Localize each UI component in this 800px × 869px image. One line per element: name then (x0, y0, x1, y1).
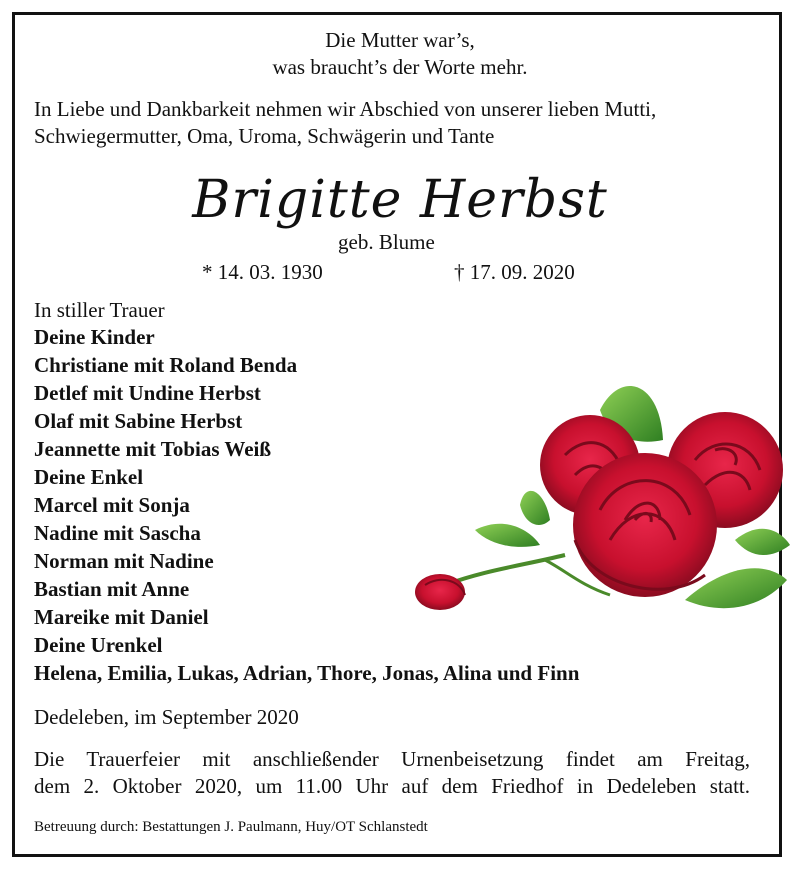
mourners-heading: In stiller Trauer (34, 298, 165, 322)
intro-line-1: In Liebe und Dankbarkeit nehmen wir Abschied von unserer lieben Mutti, (34, 97, 657, 121)
deceased-name: Brigitte Herbst (192, 170, 608, 230)
place-date: Dedeleben, im September 2020 (34, 705, 299, 729)
mourner-line: Norman mit Nadine (34, 549, 214, 573)
mourner-line: Detlef mit Undine Herbst (34, 381, 261, 405)
mourner-line: Nadine mit Sascha (34, 521, 201, 545)
verse-line-2: was braucht’s der Worte mehr. (272, 55, 528, 79)
death-date: † 17. 09. 2020 (454, 260, 575, 284)
mourner-line: Mareike mit Daniel (34, 605, 209, 629)
mourner-line: Olaf mit Sabine Herbst (34, 409, 243, 433)
mourner-line: Bastian mit Anne (34, 577, 190, 601)
mourner-line: Deine Urenkel (34, 633, 163, 657)
maiden-name: geb. Blume (338, 230, 435, 254)
mourner-line: Marcel mit Sonja (34, 493, 190, 517)
roses-image (405, 370, 790, 620)
mourner-line: Christiane mit Roland Benda (34, 353, 298, 377)
mourner-line: Deine Kinder (34, 325, 155, 349)
birth-date: * 14. 03. 1930 (202, 260, 323, 284)
funeral-line-2: dem 2. Oktober 2020, um 11.00 Uhr auf dem Friedhof in Dedeleben statt. (34, 774, 750, 798)
verse-line-1: Die Mutter war’s, (325, 28, 475, 52)
intro-line-2: Schwiegermutter, Oma, Uroma, Schwägerin und Tante (34, 124, 495, 148)
funeral-line-1: Die Trauerfeier mit anschließender Urnenbeisetzung findet am Freitag, (34, 747, 750, 771)
mourner-line: Deine Enkel (34, 465, 144, 489)
mourner-line: Jeannette mit Tobias Weiß (34, 437, 272, 461)
undertaker-note: Betreuung durch: Bestattungen J. Paulmann, Huy/OT Schlanstedt (34, 819, 428, 835)
mourner-line: Helena, Emilia, Lukas, Adrian, Thore, Jonas, Alina und Finn (34, 661, 580, 685)
